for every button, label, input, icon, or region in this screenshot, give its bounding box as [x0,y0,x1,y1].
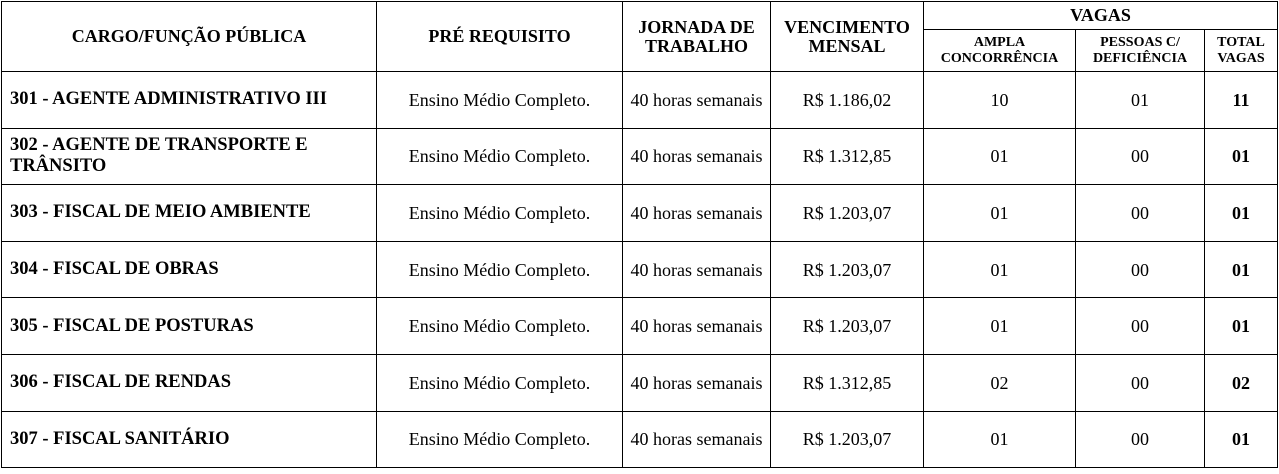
table-row [2,354,1278,411]
cell-pcd: 00 [1076,354,1205,411]
cell-pcd: 00 [1076,241,1205,298]
table-row [2,298,1278,355]
cell-pcd: 01 [1076,72,1205,129]
cell-vencimento: R$ 1.186,02 [771,72,924,129]
cell-ampla: 10 [924,72,1076,129]
table-row [2,411,1278,468]
header-jornada: JORNADA DE TRABALHO [623,2,771,72]
cell-cargo: 302 - AGENTE DE TRANSPORTE E TRÂNSITO [2,128,377,185]
cell-total: 01 [1205,298,1278,355]
cell-jornada: 40 horas semanais [623,354,771,411]
cell-cargo: 307 - FISCAL SANITÁRIO [2,411,377,468]
cell-requisito: Ensino Médio Completo. [377,72,623,129]
cell-pcd: 00 [1076,128,1205,185]
cell-total: 01 [1205,241,1278,298]
cell-ampla: 01 [924,241,1076,298]
cell-ampla: 01 [924,411,1076,468]
cell-jornada: 40 horas semanais [623,185,771,242]
cell-total: 11 [1205,72,1278,129]
table-row [2,128,1278,185]
cell-ampla: 01 [924,128,1076,185]
cell-pcd: 00 [1076,185,1205,242]
header-vencimento: VENCIMENTO MENSAL [771,2,924,72]
cell-total: 01 [1205,411,1278,468]
cell-vencimento: R$ 1.203,07 [771,411,924,468]
cell-jornada: 40 horas semanais [623,72,771,129]
header-pcd: PESSOAS C/ DEFICIÊNCIA [1076,30,1205,72]
cell-ampla: 02 [924,354,1076,411]
cell-cargo: 304 - FISCAL DE OBRAS [2,241,377,298]
cell-requisito: Ensino Médio Completo. [377,185,623,242]
cell-jornada: 40 horas semanais [623,411,771,468]
cell-vencimento: R$ 1.312,85 [771,128,924,185]
table-row [2,241,1278,298]
cell-pcd: 00 [1076,298,1205,355]
header-total: TOTAL VAGAS [1205,30,1278,72]
table-row [2,72,1278,129]
vacancy-table [1,1,1278,468]
cell-requisito: Ensino Médio Completo. [377,241,623,298]
cell-cargo: 305 - FISCAL DE POSTURAS [2,298,377,355]
cell-jornada: 40 horas semanais [623,298,771,355]
cell-jornada: 40 horas semanais [623,241,771,298]
cell-vencimento: R$ 1.312,85 [771,354,924,411]
cell-vencimento: R$ 1.203,07 [771,298,924,355]
cell-total: 02 [1205,354,1278,411]
cell-ampla: 01 [924,298,1076,355]
cell-requisito: Ensino Médio Completo. [377,128,623,185]
cell-requisito: Ensino Médio Completo. [377,298,623,355]
cell-cargo: 301 - AGENTE ADMINISTRATIVO III [2,72,377,129]
cell-vencimento: R$ 1.203,07 [771,241,924,298]
cell-requisito: Ensino Médio Completo. [377,354,623,411]
cell-jornada: 40 horas semanais [623,128,771,185]
table-row [2,185,1278,242]
cell-cargo: 306 - FISCAL DE RENDAS [2,354,377,411]
header-vagas: VAGAS [924,2,1278,30]
cell-cargo: 303 - FISCAL DE MEIO AMBIENTE [2,185,377,242]
cell-vencimento: R$ 1.203,07 [771,185,924,242]
cell-requisito: Ensino Médio Completo. [377,411,623,468]
cell-pcd: 00 [1076,411,1205,468]
cell-total: 01 [1205,185,1278,242]
header-requisito: PRÉ REQUISITO [377,2,623,72]
cell-total: 01 [1205,128,1278,185]
cell-ampla: 01 [924,185,1076,242]
header-ampla: AMPLA CONCORRÊNCIA [924,30,1076,72]
header-cargo: CARGO/FUNÇÃO PÚBLICA [2,2,377,72]
